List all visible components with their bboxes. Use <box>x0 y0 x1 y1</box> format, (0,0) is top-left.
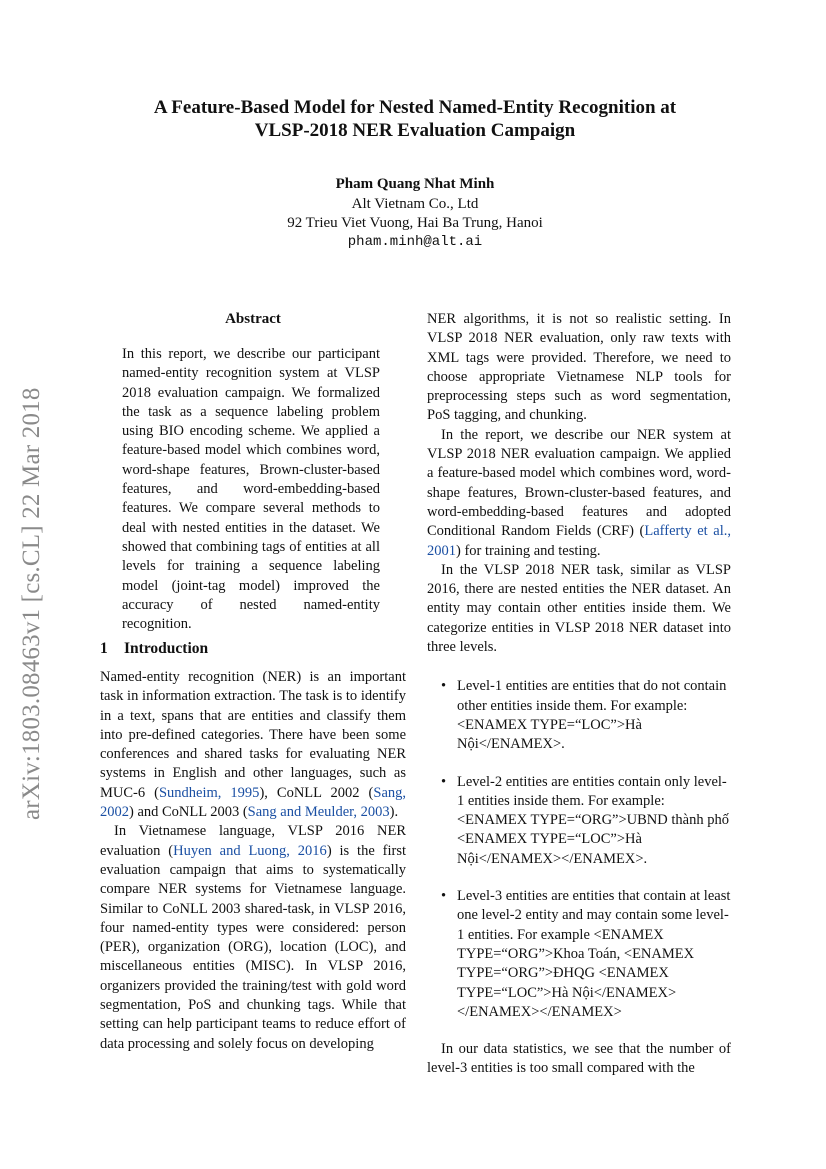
citation-link[interactable]: Sundheim, 1995 <box>158 784 260 801</box>
title-line-2: VLSP-2018 NER Evaluation Campaign <box>254 120 576 141</box>
citation-link[interactable]: Sang, 2002 <box>100 784 406 821</box>
paper-title <box>110 96 720 142</box>
abstract-heading: Abstract <box>225 311 281 327</box>
abstract-text: In this report, we describe our participant named-entity recognition system at VLSP 2018 evaluation campaign. We formalized the task as a sequence labeling problem using BIO encoding scheme. We applied a feature-based model which combines word, word-shape features, Brown-cluster-based features, and word-embedding-based features. We compare several methods to deal with nested entities in the dataset. We showed that combining tags of entities at all levels for training a sequence labeling model (joint-tag model) improved the accuracy of nested named-entity recognition. <box>122 346 380 633</box>
intro-paragraph-4: In the report, we describe our NER system at VLSP 2018 NER evaluation campaign. We applied a feature-based model which combines word, word-shape features, Brown-cluster-based features, and word-embedding-based features and adopted Conditional Random Fields (CRF) (Lafferty et al., 2001) for training and testing. <box>427 426 731 559</box>
section-title: Introduction <box>124 640 209 657</box>
title-line-1: A Feature-Based Model for Nested Named-Entity Recognition at <box>153 97 677 118</box>
intro-paragraph-3: NER algorithms, it is not so realistic setting. In VLSP 2018 NER evaluation, only raw texts with XML tags were provided. Therefore, we need to choose appropriate Vietnamese NLP tools for preprocessing steps such as word segmentation, PoS tagging, and chunking. <box>427 311 731 424</box>
intro-paragraph-6: In our data statistics, we see that the number of level-3 entities is too small compared with the <box>427 1041 731 1077</box>
list-item: • Level-2 entities are entities contain only level-1 entities inside them. For example: <ENAMEX TYPE=“ORG”>UBND thành phố <ENAMEX TYPE=“LOC”>Hà Nội</ENAMEX></ENAMEX>. <box>441 773 729 867</box>
citation-link[interactable]: Huyen and Luong, 2016 <box>173 842 327 859</box>
section-heading-introduction <box>100 640 208 658</box>
list-item: • Level-3 entities are entities that contain at least one level-2 entity and may contain some level-1 entities. For example <ENAMEX TYPE=“ORG”>Khoa Toán, <ENAMEX TYPE=“ORG”>ĐHQG <ENAMEX TYPE=“LOC”>Hà Nội</ENAMEX></ENAMEX></ENAMEX> <box>441 888 731 1020</box>
bullet-icon: • <box>441 678 447 695</box>
right-column-body <box>427 310 731 1079</box>
section-number: 1 <box>100 640 108 657</box>
arxiv-identifier: arXiv:1803.08463v1 [cs.CL] 22 Mar 2018 <box>18 387 45 820</box>
intro-paragraph-1: Named-entity recognition (NER) is an important task in information extraction. The task is to identify in a text, spans that are entities and classify them into pre-defined categories. There have been some conferences and shared tasks for evaluating NER systems in English and other languages, such as MUC-6 (Sundheim, 1995), CoNLL 2002 (Sang, 2002) and CoNLL 2003 (Sang and Meulder, 2003). <box>100 669 406 821</box>
abstract-body <box>122 345 380 634</box>
citation-link[interactable]: Lafferty et al., 2001 <box>427 523 731 559</box>
left-column-body <box>100 668 406 1054</box>
author-address: 92 Trieu Viet Vuong, Hai Ba Trung, Hanoi <box>287 215 543 231</box>
intro-paragraph-2: In Vietnamese language, VLSP 2016 NER evaluation (Huyen and Luong, 2016) is the first evaluation campaign that aims to systematically compare NER systems for Vietnamese language. Similar to CoNLL 2003 shared-task, in VLSP 2016, four named-entity types were considered: person (PER), organization (ORG), location (LOC), and miscellaneous entities (MISC). In VLSP 2016, organizers provided the training/test with gold word segmentation, PoS and chunking tags. While that setting can help participant teams to reduce effort of data processing and solely focus on developing <box>100 823 407 1052</box>
bullet-icon: • <box>441 773 447 790</box>
author-email[interactable]: pham.minh@alt.ai <box>347 234 483 250</box>
author-name: Pham Quang Nhat Minh <box>335 176 495 192</box>
entity-level-list <box>427 677 731 1022</box>
list-item: • Level-1 entities are entities that do not contain other entities inside them. For example: <ENAMEX TYPE=“LOC”>Hà Nội</ENAMEX>. <box>441 678 727 753</box>
citation-link[interactable]: Sang and Meulder, 2003 <box>247 804 390 821</box>
author-affiliation: Alt Vietnam Co., Ltd <box>351 196 479 212</box>
intro-paragraph-5: In the VLSP 2018 NER task, similar as VLSP 2016, there are nested entities the NER dataset. An entity may contain other entities inside them. We categorize entities in VLSP 2018 NER dataset into three levels. <box>427 561 731 656</box>
bullet-icon: • <box>441 888 447 905</box>
